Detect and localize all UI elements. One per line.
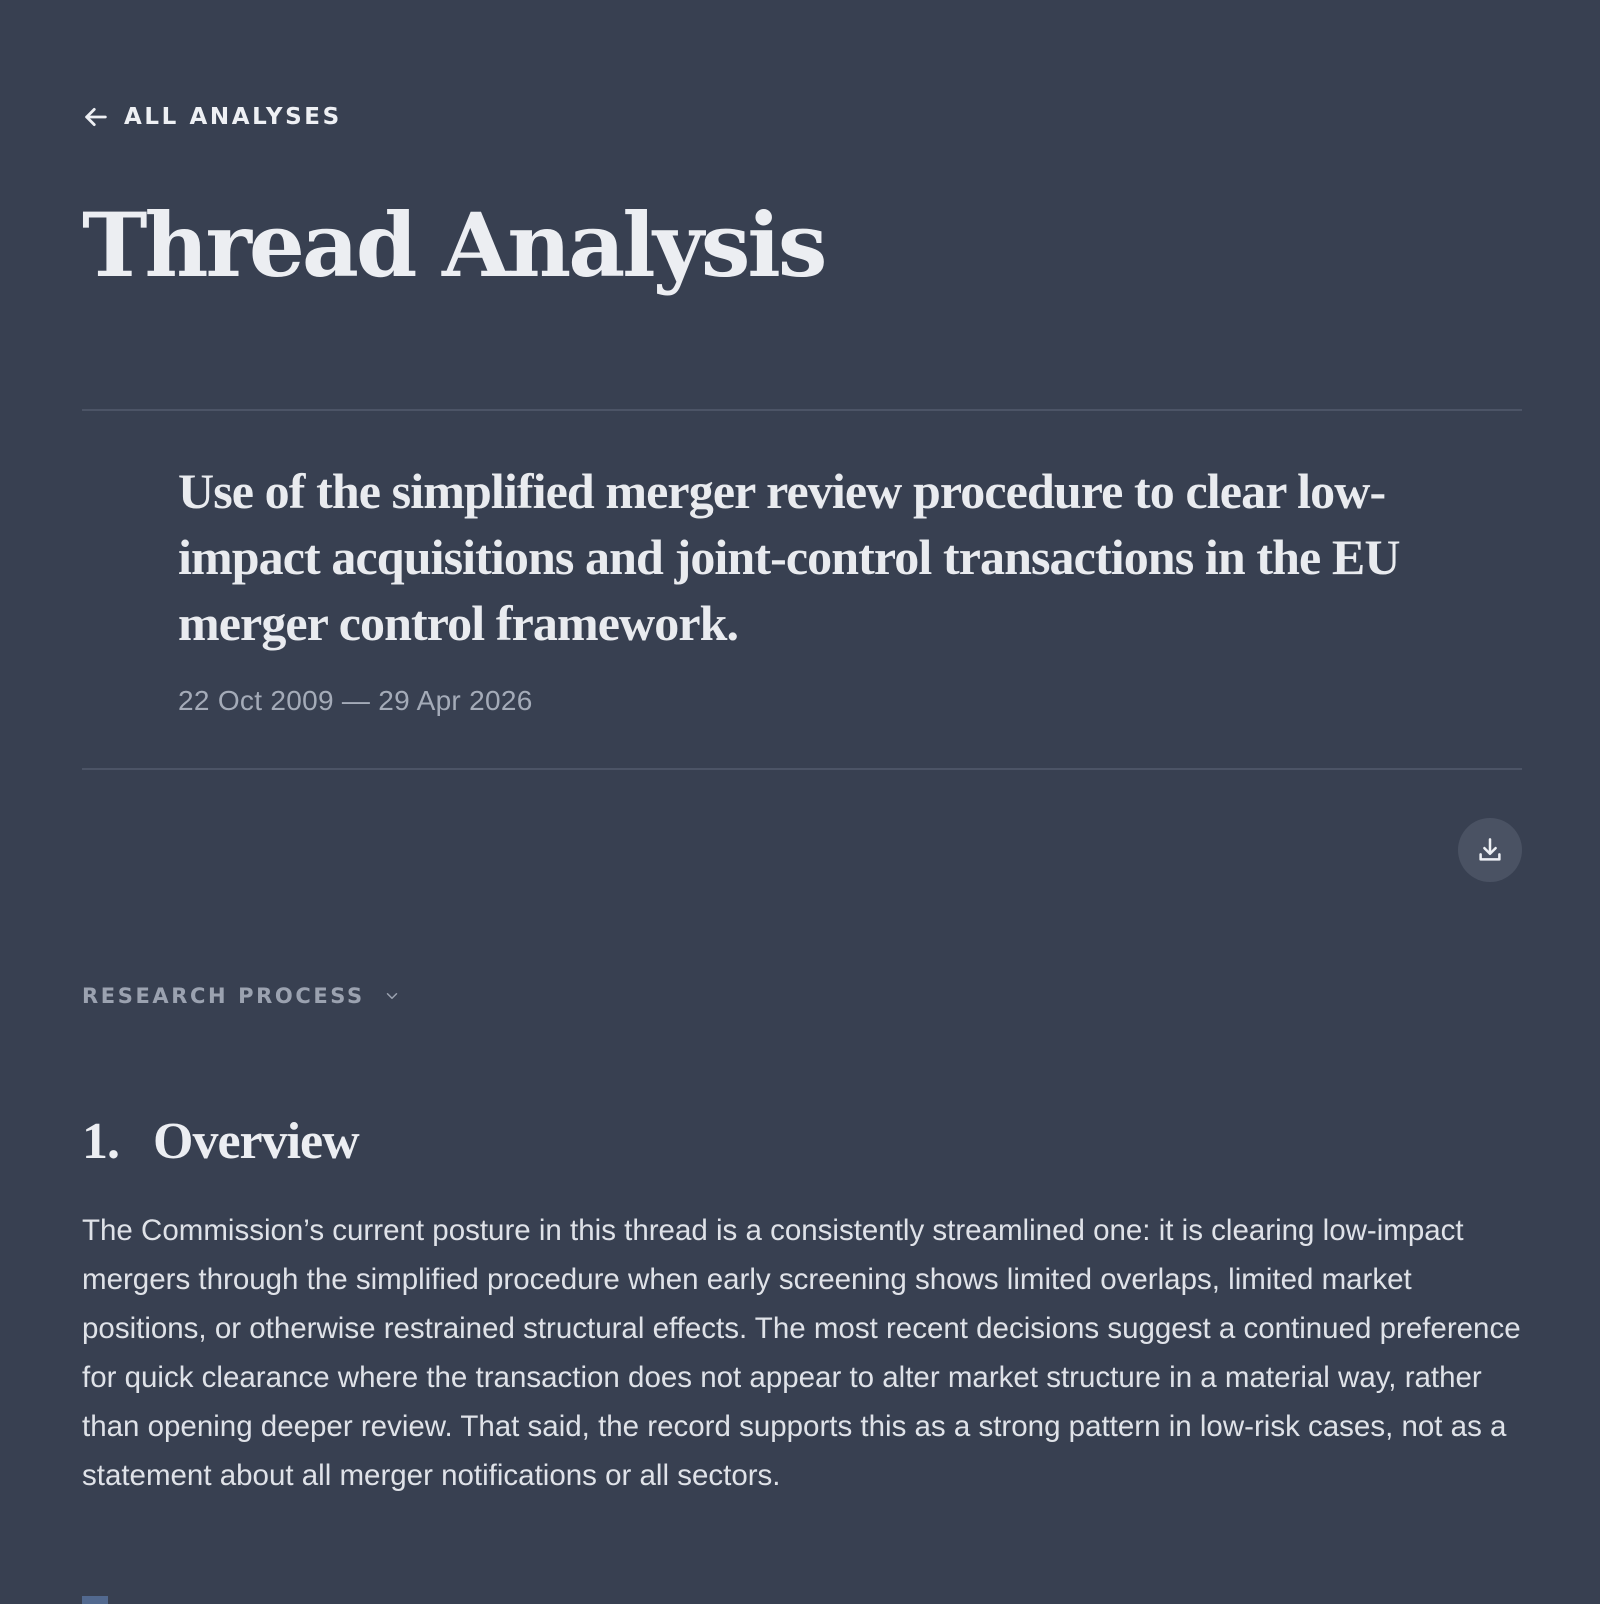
section-heading-overview: [82, 1110, 359, 1174]
page-title: Thread Analysis: [82, 193, 825, 297]
section-number: 1.: [82, 1113, 119, 1170]
research-process-label: RESEARCH PROCESS: [82, 984, 365, 1008]
header-divider: [82, 409, 1522, 411]
summary-divider: [82, 768, 1522, 770]
all-analyses-label: ALL ANALYSES: [124, 104, 342, 130]
research-process-toggle[interactable]: [82, 981, 401, 1011]
date-range: 22 Oct 2009 — 29 Apr 2026: [178, 685, 533, 716]
chevron-down-icon: [383, 987, 401, 1005]
arrow-left-icon: [82, 103, 110, 131]
next-section-marker: [82, 1596, 108, 1604]
thread-question: Use of the simplified merger review procedure to clear low-impact acquisitions and joint-control transactions in the EU merger control framework.: [178, 463, 1400, 651]
overview-text: The Commission’s current posture in this thread is a consistently streamlined one: it is clearing low-impact mergers through the simplified procedure when early screening shows limited overlaps, limited market positions, or otherwise restrained structural effects. The most recent decisions suggest a continued preference for quick clearance where the transaction does not appear to alter market structure in a material way, rather than opening deeper review. That said, the record supports this as a strong pattern in low-risk cases, not as a statement about all merger notifications or all sectors.: [82, 1214, 1521, 1492]
download-button[interactable]: [1458, 818, 1522, 882]
all-analyses-link[interactable]: [82, 103, 342, 131]
section-title: Overview: [153, 1113, 359, 1170]
download-icon: [1475, 835, 1505, 865]
